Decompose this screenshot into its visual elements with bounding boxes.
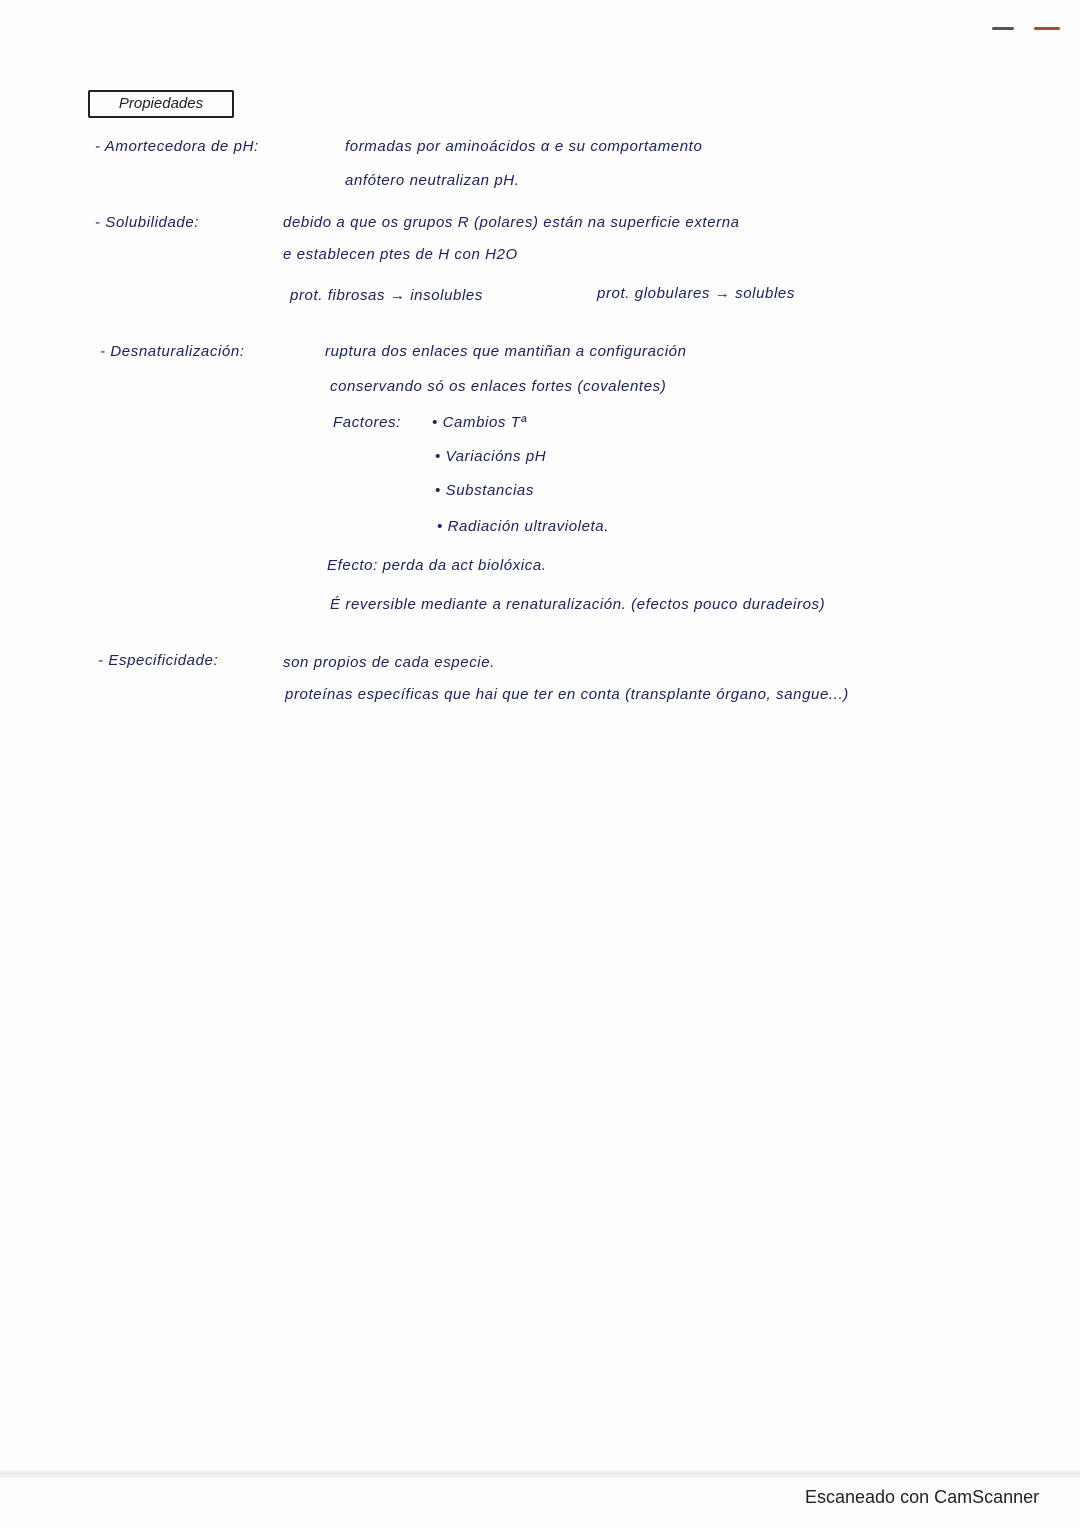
factor-item: • Variacións pH xyxy=(435,448,547,465)
note: prot. fibrosas → insolubles xyxy=(290,287,483,304)
heading-denaturation: - Desnaturalización: xyxy=(100,343,245,360)
factor-item: • Substancias xyxy=(435,482,534,499)
note: prot. globulares → solubles xyxy=(597,285,795,302)
scanner-watermark: Escaneado con CamScanner xyxy=(805,1487,1040,1507)
effect-line: Efecto: perda da act biolóxica. xyxy=(327,557,547,574)
reversible-line: É reversible mediante a renaturalización. (efectos pouco duradeiros) xyxy=(330,596,826,613)
text-line: proteínas específicas que hai que ter en conta (transplante órgano, sangue...) xyxy=(285,686,849,703)
text-line: anfótero neutralizan pH. xyxy=(345,172,520,189)
heading-specificity: - Especificidade: xyxy=(98,652,219,669)
scan-mark xyxy=(1034,27,1060,30)
factor-item: • Cambios Tª xyxy=(432,414,527,431)
text-line: conservando só os enlaces fortes (covalentes) xyxy=(330,378,667,395)
section-title: Propiedades xyxy=(88,90,234,118)
text-line: e establecen ptes de H con H2O xyxy=(283,246,518,263)
text-line: ruptura dos enlaces que mantiñan a configuración xyxy=(325,343,687,360)
factors-label: Factores: xyxy=(333,414,401,431)
text-line: son propios de cada especie. xyxy=(283,654,495,671)
heading-solubility: - Solubilidade: xyxy=(95,214,200,231)
scan-edge xyxy=(0,1470,1080,1478)
heading-buffer: - Amortecedora de pH: xyxy=(95,138,259,155)
scan-mark xyxy=(992,27,1014,30)
text-line: formadas por aminoácidos α e su comportamento xyxy=(345,138,703,155)
text-line: debido a que os grupos R (polares) están na superficie externa xyxy=(283,214,740,231)
factor-item: • Radiación ultravioleta. xyxy=(437,518,610,535)
